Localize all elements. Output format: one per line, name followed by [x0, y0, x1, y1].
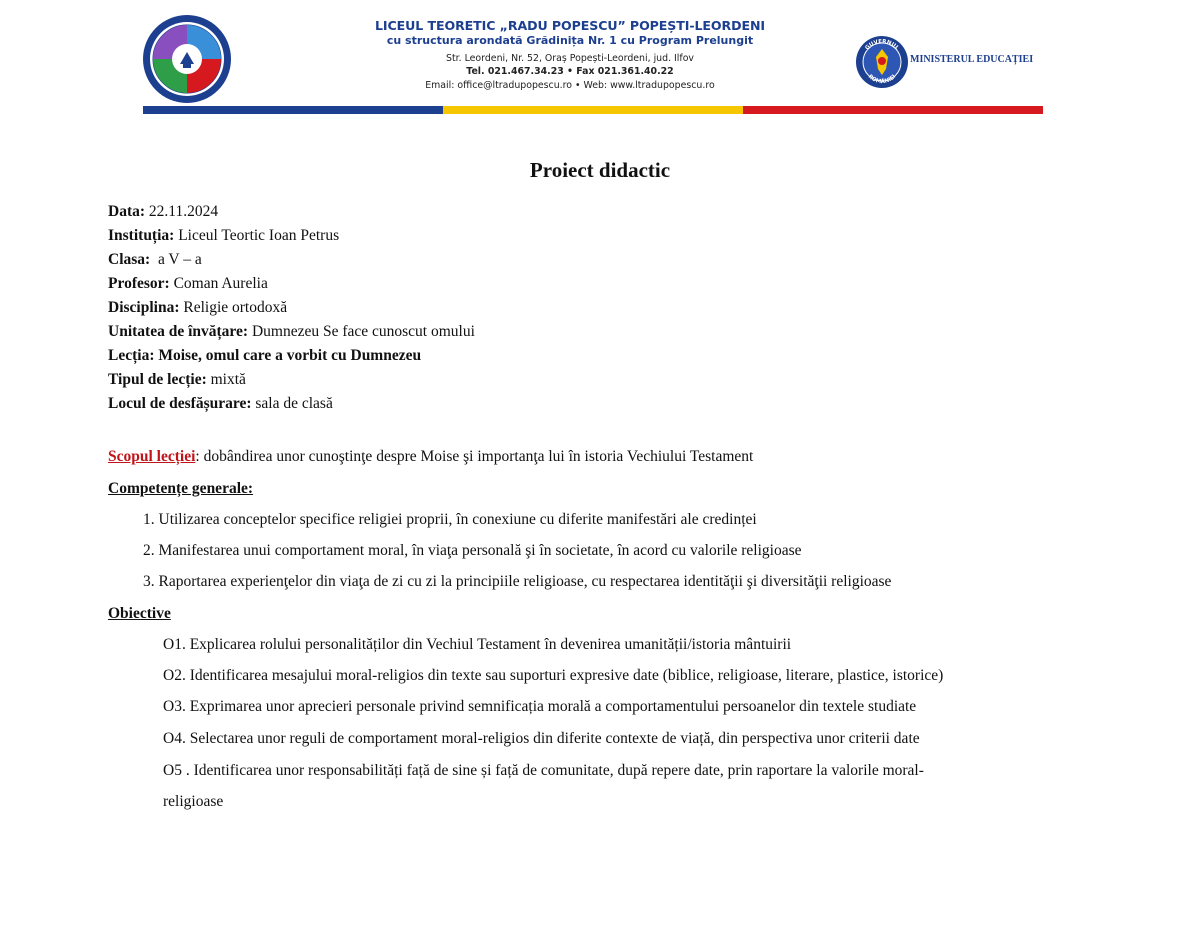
info-lesson-type: [108, 368, 475, 392]
tricolor-bar: [143, 106, 1043, 114]
info-teacher: [108, 272, 475, 296]
lesson-info: [108, 200, 475, 416]
document-title: Proiect didactic: [529, 158, 671, 182]
school-contact: Email: office@ltradupopescu.ro • Web: www.ltradupopescu.ro: [425, 80, 715, 91]
school-header-text: [370, 18, 770, 93]
competence-item: 2. Manifestarea unui comportament moral, în viaţa personală şi în societate, în acord cu valorile religioase: [143, 542, 802, 559]
info-institution: [108, 224, 475, 248]
info-label: Profesor:: [108, 275, 170, 292]
info-class: [108, 248, 475, 272]
objective-item: O3. Exprimarea unor aprecieri personale privind semnificația morală a comportamentului persoanelor din textele studiate: [163, 698, 917, 715]
info-date: [108, 200, 475, 224]
info-label: Disciplina:: [108, 299, 180, 316]
ministry-name: MINISTERUL EDUCAȚIEI: [910, 54, 1034, 65]
info-value: mixtă: [206, 371, 246, 388]
letterhead: [0, 0, 1200, 120]
info-label: Data:: [108, 203, 146, 220]
info-value: Religie ortodoxă: [179, 299, 288, 316]
objectives-heading: Obiective: [108, 605, 171, 622]
school-phone: Tel. 021.467.34.23 • Fax 021.361.40.22: [466, 66, 674, 77]
competence-item: 1. Utilizarea conceptelor specifice religiei proprii, în conexiune cu diferite manifestări ale credinței: [143, 511, 757, 528]
objective-item-continuation: religioase: [163, 793, 224, 810]
school-subtitle: cu structura arondată Grădinița Nr. 1 cu Program Prelungit: [386, 34, 754, 47]
tricolor-yellow: [443, 106, 743, 114]
info-value: Moise, omul care a vorbit cu Dumnezeu: [154, 347, 422, 364]
objective-item: O5 . Identificarea unor responsabilități față de sine și față de comunitate, după repere date, prin raportare la valorile moral-: [163, 762, 924, 779]
objective-item: O2. Identificarea mesajului moral-religios din texte sau suporturi expresive date (biblice, religioase, literare, plastice, istorice): [163, 667, 944, 684]
info-label: Tipul de lecție:: [108, 371, 207, 388]
objective-item: O1. Explicarea rolului personalităților din Vechiul Testament în devenirea umanității/istoria mântuirii: [163, 636, 792, 653]
info-label: Lecția:: [108, 347, 155, 364]
info-label: Unitatea de învățare:: [108, 323, 249, 340]
tricolor-blue: [143, 106, 443, 114]
svg-text:GUVERNUL: GUVERNUL: [864, 38, 900, 52]
objective-item: O4. Selectarea unor reguli de comportament moral-religios din diferite contexte de viață, din perspectiva unor criterii date: [163, 730, 920, 747]
info-label: Locul de desfășurare:: [108, 395, 252, 412]
tricolor-red: [743, 106, 1043, 114]
competence-item: 3. Raportarea experienţelor din viaţa de zi cu zi la principiile religioase, cu respectarea identităţii şi diversităţii religioase: [143, 573, 892, 590]
info-value: sala de clasă: [251, 395, 333, 412]
school-name: LICEUL TEORETIC „RADU POPESCU” POPEȘTI-LEORDENI: [374, 18, 765, 33]
info-learning-unit: [108, 320, 475, 344]
info-discipline: [108, 296, 475, 320]
school-logo-icon: [142, 14, 232, 104]
info-value: Dumnezeu Se face cunoscut omului: [248, 323, 475, 340]
info-label: Clasa:: [108, 251, 151, 268]
school-address: Str. Leordeni, Nr. 52, Oraș Popești-Leordeni, jud. Ilfov: [446, 53, 694, 64]
government-seal-icon: [855, 35, 909, 89]
info-location: [108, 392, 475, 416]
info-value: Coman Aurelia: [169, 275, 268, 292]
svg-text:ROMÂNIEI: ROMÂNIEI: [866, 73, 898, 86]
info-value: 22.11.2024: [145, 203, 219, 220]
scope-label: Scopul lecției: [108, 448, 196, 465]
info-value: Liceul Teortic Ioan Petrus: [174, 227, 340, 244]
competences-heading: Competențe generale:: [108, 480, 254, 497]
info-value: a V – a: [150, 251, 202, 268]
info-lesson: [108, 344, 475, 368]
scope-text: : dobândirea unor cunoştinţe despre Moise şi importanţa lui în istoria Vechiului Testament: [195, 448, 754, 465]
lesson-scope: [108, 448, 753, 466]
info-label: Instituția:: [108, 227, 175, 244]
